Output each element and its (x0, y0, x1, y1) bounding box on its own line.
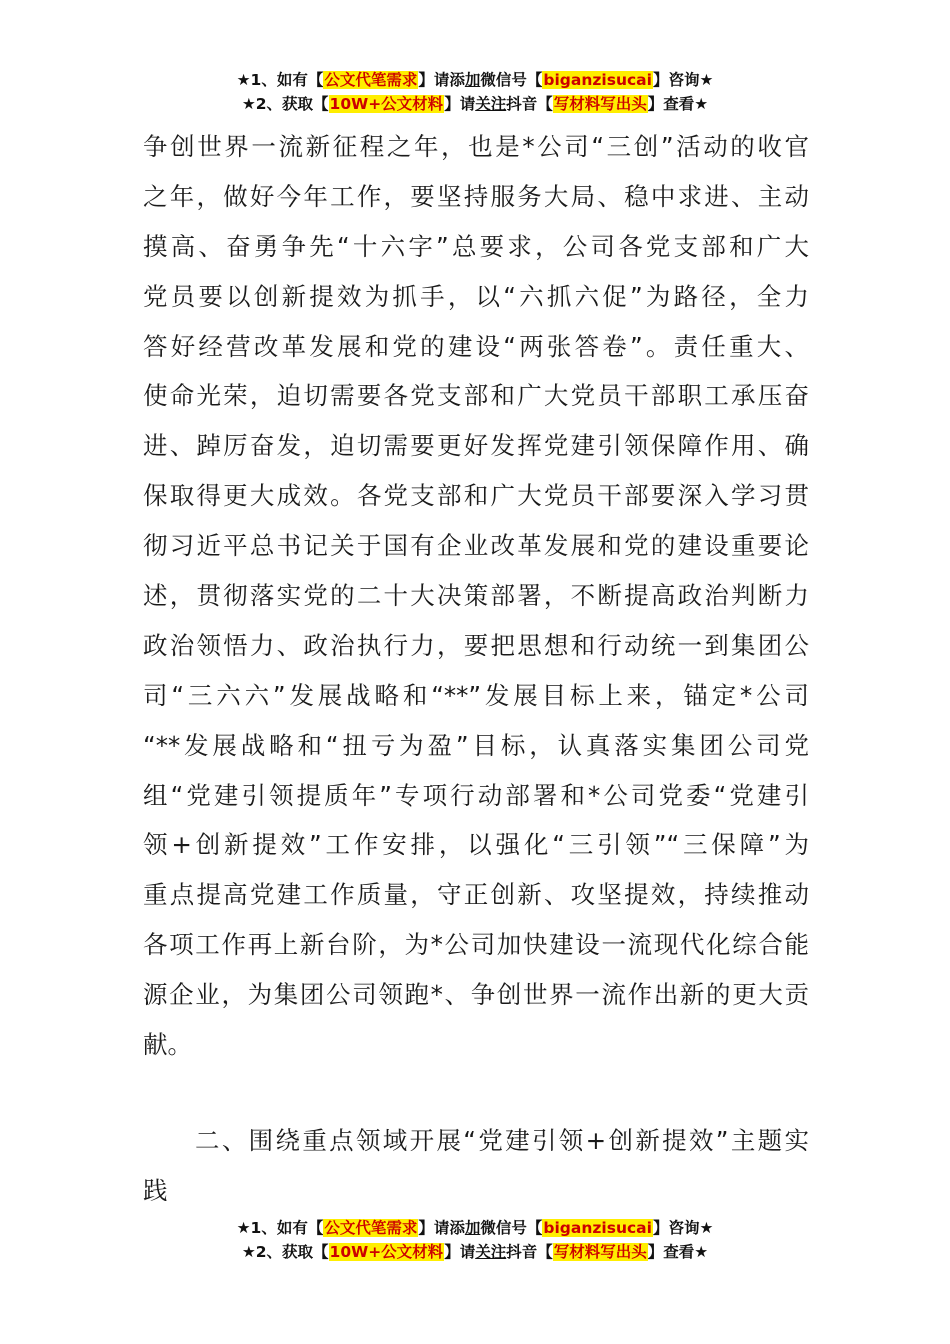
paragraph-line: “**发展战略和“扭亏为盈”目标，认真落实集团公司党 (143, 730, 809, 760)
paragraph-line: 使命光荣，迫切需要各党支部和广大党员干部职工承压奋 (143, 381, 809, 411)
promo-text: 】请添 (418, 1219, 465, 1237)
promo-underlined-text: 加 (464, 1219, 481, 1237)
paragraph-line: 司“三六六”发展战略和“**”发展目标上来，锚定*公司 (143, 680, 809, 710)
promo-underlined-text: 关注 (475, 95, 507, 113)
promo-text: 】请 (444, 95, 476, 113)
promo-text: 】查看★ (647, 1243, 709, 1261)
promo-line-2 (0, 1241, 950, 1265)
footer-promo-banner (0, 1217, 950, 1265)
promo-underlined-text: 关注 (475, 1243, 507, 1261)
paragraph-line: 述，贯彻落实党的二十大决策部署，不断提高政治判断力 (143, 581, 809, 611)
promo-douyin-id: 写材料写出头 (553, 1243, 647, 1261)
promo-text: 】查看★ (647, 95, 709, 113)
promo-text: ★2、获取【 (241, 95, 329, 113)
promo-line-2 (0, 93, 950, 117)
promo-line-1 (0, 1217, 950, 1241)
promo-text: ★2、获取【 (241, 1243, 329, 1261)
promo-highlight: 公文代笔需求 (324, 71, 418, 89)
promo-highlight: 10W+公文材料 (329, 95, 444, 113)
promo-text: 】咨询★ (652, 1219, 714, 1237)
promo-text: 抖音【 (506, 1243, 553, 1261)
promo-underlined-text: 加 (464, 71, 481, 89)
promo-text: 】咨询★ (652, 71, 714, 89)
promo-wechat-id: biganzisucai (543, 71, 652, 89)
paragraph-line: 之年，做好今年工作，要坚持服务大局、稳中求进、主动 (143, 181, 809, 211)
paragraph-line: 献。 (143, 1030, 192, 1060)
promo-text: 】请 (444, 1243, 476, 1261)
body-paragraph (143, 122, 809, 1070)
promo-text: ★1、如有【 (236, 71, 324, 89)
paragraph-line: 政治领悟力、政治执行力，要把思想和行动统一到集团公 (143, 630, 809, 660)
header-promo-banner (0, 69, 950, 117)
paragraph-line: 重点提高党建工作质量，守正创新、攻坚提效，持续推动 (143, 880, 809, 910)
paragraph-line: 答好经营改革发展和党的建设“两张答卷”。责任重大、 (143, 331, 809, 361)
paragraph-line: 源企业，为集团公司领跑*、争创世界一流作出新的更大贡 (143, 980, 809, 1010)
promo-douyin-id: 写材料写出头 (553, 95, 647, 113)
section-heading (143, 1116, 809, 1216)
paragraph-line: 彻习近平总书记关于国有企业改革发展和党的建设重要论 (143, 531, 809, 561)
promo-text: ★1、如有【 (236, 1219, 324, 1237)
promo-text: 抖音【 (506, 95, 553, 113)
promo-text: 】请添 (418, 71, 465, 89)
promo-line-1 (0, 69, 950, 93)
paragraph-line: 组“党建引领提质年”专项行动部署和*公司党委“党建引 (143, 780, 809, 810)
paragraph-line: 党员要以创新提效为抓手，以“六抓六促”为路径，全力 (143, 281, 809, 311)
paragraph-line: 摸高、奋勇争先“十六字”总要求，公司各党支部和广大 (143, 231, 809, 261)
paragraph-line: 进、踔厉奋发，迫切需要更好发挥党建引领保障作用、确 (143, 431, 809, 461)
paragraph-line: 保取得更大成效。各党支部和广大党员干部要深入学习贯 (143, 481, 809, 511)
promo-text: 微信号【 (480, 71, 543, 89)
paragraph-line: 领+创新提效”工作安排，以强化“三引领”“三保障”为 (143, 830, 809, 860)
paragraph-line: 争创世界一流新征程之年，也是*公司“三创”活动的收官 (143, 132, 809, 161)
heading-line: 二、围绕重点领域开展“党建引领+创新提效”主题实 (195, 1126, 809, 1155)
promo-highlight: 公文代笔需求 (324, 1219, 418, 1237)
heading-line: 践 (143, 1175, 168, 1205)
promo-text: 微信号【 (480, 1219, 543, 1237)
paragraph-line: 各项工作再上新台阶，为*公司加快建设一流现代化综合能 (143, 930, 809, 960)
promo-highlight: 10W+公文材料 (329, 1243, 444, 1261)
promo-wechat-id: biganzisucai (543, 1219, 652, 1237)
